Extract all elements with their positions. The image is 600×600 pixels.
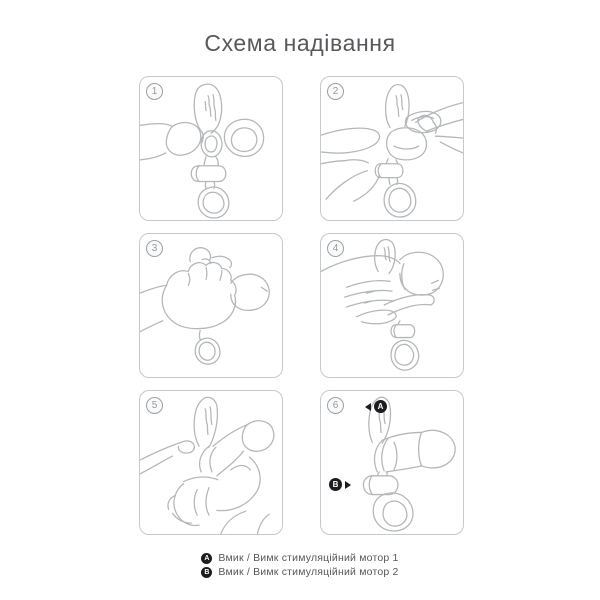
legend-b-label: Вмик / Вимк стимуляційний мотор 2 xyxy=(218,566,399,578)
panel-number-badge: 6 xyxy=(327,397,344,414)
illustration-step-6-icon xyxy=(321,391,463,534)
instruction-panel-3 xyxy=(139,233,283,378)
instruction-panel-2 xyxy=(320,76,464,221)
page-title: Схема надівання xyxy=(204,30,396,56)
legend-b-badge: B xyxy=(201,567,212,578)
motor-b-marker xyxy=(329,478,351,491)
instruction-panel-5 xyxy=(139,390,283,535)
panel-number-badge: 1 xyxy=(146,83,163,100)
legend xyxy=(0,552,600,579)
instruction-panel-1 xyxy=(139,76,283,221)
legend-a-badge: A xyxy=(201,553,212,564)
ring-toy xyxy=(375,85,441,217)
ring-toy xyxy=(194,397,217,472)
finger xyxy=(140,441,194,474)
illustration-step-2-icon xyxy=(321,77,463,220)
arrow-left-icon xyxy=(365,403,371,411)
hand-finger xyxy=(140,123,201,160)
illustration-step-5-icon xyxy=(140,391,282,534)
arrow-right-icon xyxy=(345,481,351,489)
instruction-panel-6 xyxy=(320,390,464,535)
ring-toy xyxy=(191,84,263,218)
shaft-and-glans xyxy=(213,421,274,476)
illustration-step-4-icon xyxy=(321,234,463,377)
hand xyxy=(321,256,400,324)
ring-toy-worn xyxy=(363,397,455,531)
legend-a-label: Вмик / Вимк стимуляційний мотор 1 xyxy=(218,552,399,564)
panel-number-badge: 5 xyxy=(146,397,163,414)
instruction-grid xyxy=(139,76,464,535)
instruction-panel-4 xyxy=(320,233,464,378)
right-hand xyxy=(416,103,463,153)
ring-toy xyxy=(375,240,434,371)
illustration-step-1-icon xyxy=(140,77,282,220)
holding-hand xyxy=(168,457,269,534)
legend-row-motor-1 xyxy=(201,552,398,565)
legend-row-motor-2 xyxy=(201,566,398,579)
motor-a-badge: A xyxy=(374,400,387,413)
illustration-step-3-icon xyxy=(140,234,282,377)
panel-number-badge: 4 xyxy=(327,240,344,257)
fist xyxy=(140,248,236,332)
panel-number-badge: 2 xyxy=(327,83,344,100)
panel-number-badge: 3 xyxy=(146,240,163,257)
motor-a-marker xyxy=(365,400,387,413)
motor-b-badge: B xyxy=(329,478,342,491)
left-hand xyxy=(321,128,380,201)
glans xyxy=(400,252,443,295)
